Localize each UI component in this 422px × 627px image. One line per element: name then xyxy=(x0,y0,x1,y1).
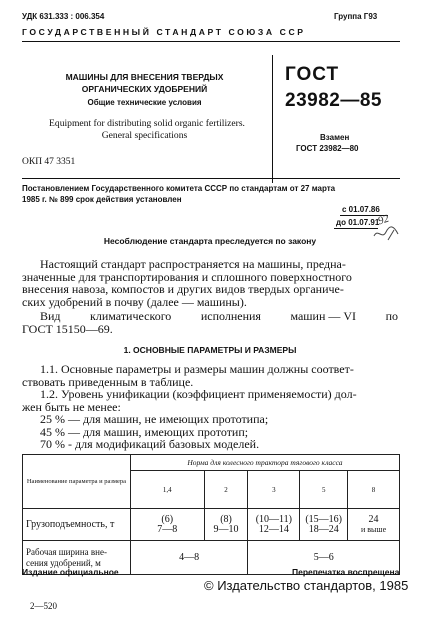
title-en-line1: Equipment for distributing solid organic fertilizers. xyxy=(49,118,245,129)
section-heading: 1. ОСНОВНЫЕ ПАРАМЕТРЫ И РАЗМЕРЫ xyxy=(123,345,297,355)
group-code: Группа Г93 xyxy=(334,12,378,21)
intro-line: внесения навоза, компостов и других видов твердых органиче- xyxy=(22,282,344,296)
header-rule xyxy=(22,41,400,42)
okp-rule xyxy=(22,178,400,179)
okp-code: ОКП 47 3351 xyxy=(22,157,76,167)
table-class-header: 1,4 xyxy=(130,471,204,509)
clause-1-1-line: ствовать приведенным в таблице. xyxy=(22,374,194,389)
table-cell: (10—11) 12—14 xyxy=(248,509,300,541)
validity-to: до 01.07.91 xyxy=(336,218,380,227)
intro-paragraph xyxy=(22,258,399,308)
copyright-notice: © Издательство стандартов, 1985 xyxy=(204,578,409,593)
intro-line: ских удобрений в почву (далее — машины). xyxy=(22,294,247,309)
climate-word: исполнения xyxy=(200,309,261,323)
validity-from: с 01.07.86 xyxy=(342,205,380,214)
table-cell: 24 и выше xyxy=(348,509,400,541)
intro-line: значенные для транспортирования и сплошного поверхностного xyxy=(22,269,352,284)
title-ru-subtitle: Общие технические условия xyxy=(87,98,202,107)
handwritten-correction: 92 xyxy=(376,212,391,228)
unification-item: 70 % - для модификаций базовых моделей. xyxy=(40,437,260,451)
title-en-line2: General specifications xyxy=(101,130,188,141)
table-header-parameter: Наименование параметра и размера xyxy=(23,455,131,509)
table-cell: (15—16) 18—24 xyxy=(300,509,348,541)
table-row-label: Рабочая ширина вне- сения удобрений, м xyxy=(23,541,131,575)
climate-word: машин — VI xyxy=(290,309,357,323)
clause-1-2-line: 1.2. Уровень унификации (коэффициент применяемости) дол- xyxy=(40,387,357,401)
table-cell-merged: 5—6 xyxy=(248,541,400,575)
gost-number: 23982—85 xyxy=(285,90,382,111)
decree-line2: 1985 г. № 899 срок действия установлен xyxy=(22,195,182,204)
decree-line1: Постановлением Государственного комитета СССР по стандартам от 27 марта xyxy=(22,184,336,193)
reprint-prohibited: Перепечатка воспрещена xyxy=(292,567,400,577)
gost-label: ГОСТ xyxy=(285,64,340,85)
replaces-label: Взамен xyxy=(320,133,350,142)
intro-line: Настоящий стандарт распространяется на машины, предна- xyxy=(40,257,346,271)
table-row xyxy=(23,509,400,541)
table-cell: (6) 7—8 xyxy=(130,509,204,541)
unification-item: 45 % — для машин, имеющих прототип; xyxy=(40,424,249,439)
table-row-label: Грузоподъемность, т xyxy=(23,509,131,541)
table-header-tractor-class: Норма для колесного трактора тягового класса xyxy=(130,455,399,471)
parameters-table xyxy=(22,454,400,575)
table-class-header: 2 xyxy=(204,471,248,509)
table-class-header: 3 xyxy=(248,471,300,509)
page-code: 2—520 xyxy=(30,601,57,611)
title-divider xyxy=(272,55,273,183)
climate-word: климатического xyxy=(90,309,172,323)
official-edition: Издание официальное xyxy=(22,567,119,577)
title-ru-line1: МАШИНЫ ДЛЯ ВНЕСЕНИЯ ТВЕРДЫХ xyxy=(65,72,224,82)
udk-code: УДК 631.333 : 006.354 xyxy=(22,12,105,21)
table-cell-merged: 4—8 xyxy=(130,541,248,575)
title-ru-line2: ОРГАНИЧЕСКИХ УДОБРЕНИЙ xyxy=(81,84,208,94)
clause-1-2-line: жен быть не менее: xyxy=(22,399,121,414)
unification-item: 25 % — для машин, не имеющих прототипа; xyxy=(40,412,269,426)
table-cell: (8) 9—10 xyxy=(204,509,248,541)
climate-word: Вид xyxy=(40,309,61,323)
legal-warning: Несоблюдение стандарта преследуется по закону xyxy=(103,236,317,246)
climate-paragraph-line2: ГОСТ 15150—69. xyxy=(22,322,113,336)
section1-text xyxy=(22,363,399,451)
climate-word: по xyxy=(385,309,398,323)
replaces-standard: ГОСТ 23982—80 xyxy=(296,144,359,153)
table-class-header: 5 xyxy=(300,471,348,509)
table-class-header: 8 xyxy=(348,471,400,509)
standard-line: ГОСУДАРСТВЕННЫЙ СТАНДАРТ СОЮЗА ССР xyxy=(22,27,306,37)
clause-1-1-line: 1.1. Основные параметры и размеры машин должны соответ- xyxy=(40,362,354,376)
